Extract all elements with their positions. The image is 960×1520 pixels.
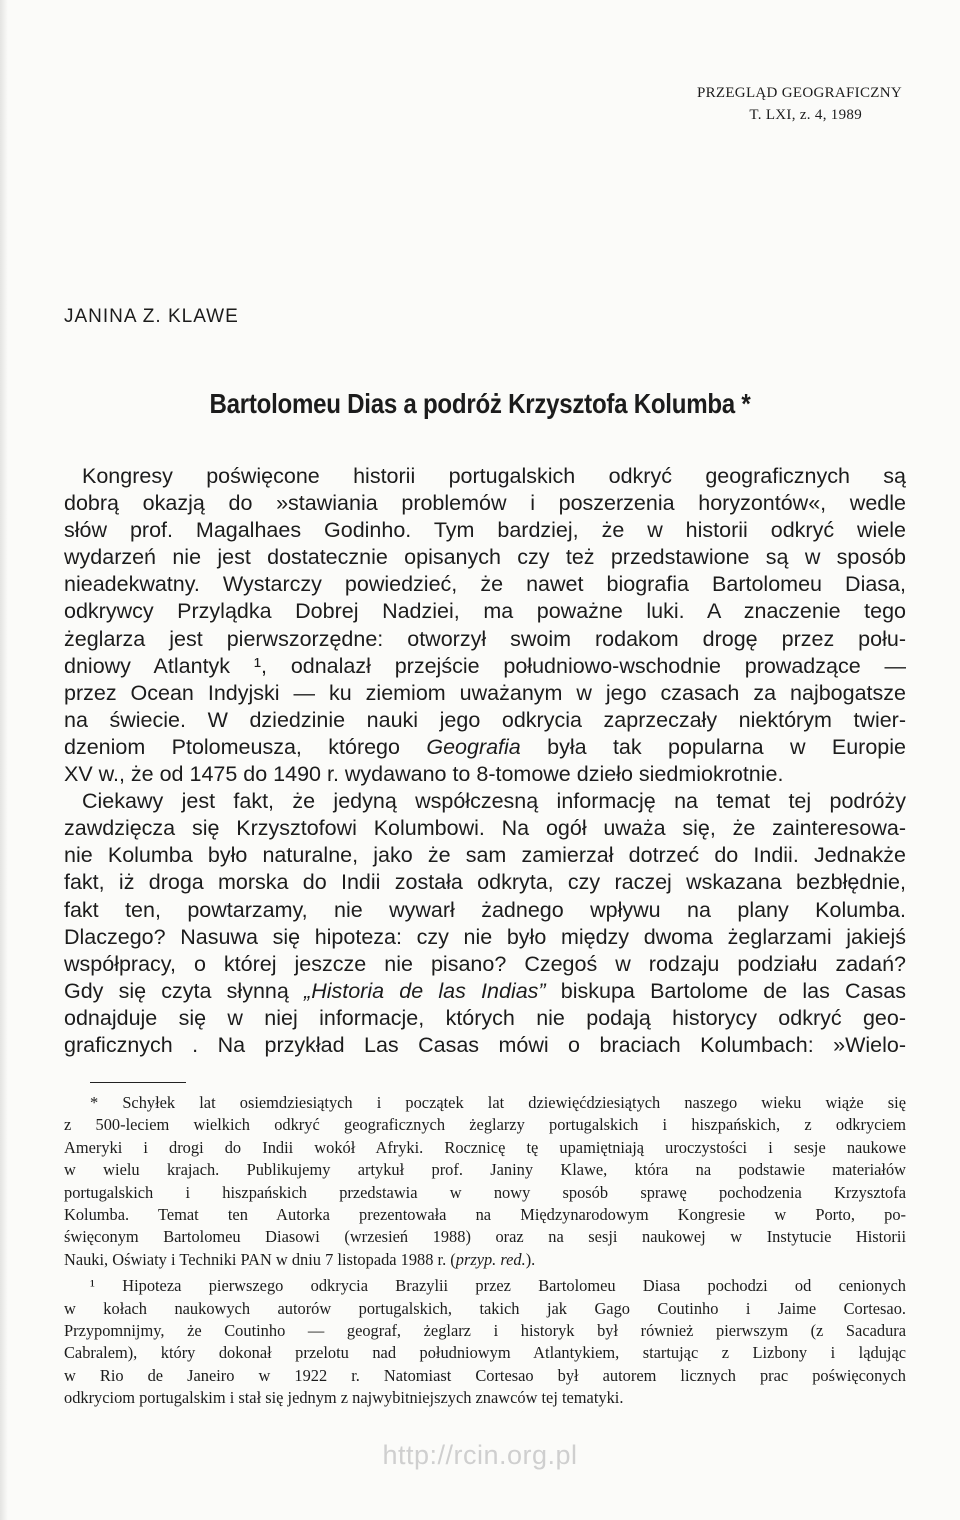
body-line: przez Ocean Indyjski — ku ziemiom uważanym w jego czasach za najbogatsze bbox=[64, 680, 906, 705]
body-line: Ciekawy jest fakt, że jedyną współczesną informację na temat tej podróży bbox=[82, 789, 906, 814]
body-line: Gdy się czyta słynną „Historia de las Indias” biskupa Bartolome de las Casas bbox=[64, 978, 907, 1003]
body-line: nieadekwatny. Wystarczy powiedzieć, że nawet biografia Bartolomeu Diasa, bbox=[64, 572, 906, 597]
footnote-one-line: w kołach naukowych autorów portugalskich, takich jak Gago Coutinho i Jaime Cortesao. bbox=[64, 1298, 906, 1318]
footnote-star-line: święconym Bartolomeu Diasowi (wrzesień 1988) oraz na sesji naukowej w Instytucie Historii bbox=[64, 1227, 906, 1247]
italic-span: „Historia de las Indias” bbox=[304, 978, 546, 1003]
body-line: fakt ten, powtarzamy, nie wywarł żadnego wpływu na plany Kolumba. bbox=[64, 897, 906, 922]
body-line: odkrywcy Przylądka Dobrej Nadziei, ma poważne luki. A znaczenie tego bbox=[64, 599, 906, 624]
body-line: fakt, iż droga morska do Indii została odkryta, czy raczej wskazana bezbłędnie, bbox=[64, 870, 906, 895]
body-line: dzeniom Ptolomeusza, którego Geografia była tak popularna w Europie bbox=[64, 734, 906, 759]
footnote-one-line: Przypomnijmy, że Coutinho — geograf, żeglarz i historyk był również pierwszym (z Sacadura bbox=[64, 1321, 906, 1341]
body-line: XV w., że od 1475 do 1490 r. wydawano to 8-tomowe dzieło siedmiokrotnie. bbox=[64, 762, 784, 787]
footnote-star-line: Kolumba. Temat ten Autorka prezentowała na Międzynarodowym Kongresie w Porto, po- bbox=[64, 1205, 906, 1225]
footnote-separator bbox=[90, 1082, 186, 1083]
source-watermark: http://rcin.org.pl bbox=[382, 1440, 578, 1470]
footnote-one-line: Cabralem), który dokonał przelotu nad południowym Atlantykiem, startując z Lizbony i lądując bbox=[64, 1343, 906, 1363]
journal-name: PRZEGLĄD GEOGRAFICZNY bbox=[696, 85, 902, 101]
journal-volume: T. LXI, z. 4, 1989 bbox=[749, 107, 862, 123]
page-edge-shadow bbox=[0, 0, 8, 1520]
body-line: graficznych . Na przykład Las Casas mówi o braciach Kolumbach: »Wielo- bbox=[64, 1032, 906, 1057]
body-line: dobrą okazją do »stawiania problemów i poszerzenia horyzontów«, wedle bbox=[64, 491, 906, 516]
body-line: współpracy, o której jeszcze nie pisano? Czegoś w rodzaju podziału zadań? bbox=[64, 951, 906, 976]
body-line: słów prof. Magalhaes Godinho. Tym bardziej, że w historii odkryć wiele bbox=[64, 518, 906, 543]
italic-span: przyp. red. bbox=[455, 1249, 526, 1269]
footnote-star-line: Nauki, Oświaty i Techniki PAN w dniu 7 listopada 1988 r. (przyp. red.). bbox=[64, 1249, 536, 1269]
body-line: Dlaczego? Nasuwa się hipoteza: czy nie było między dwoma żeglarzami jakiejś bbox=[64, 924, 906, 949]
footnote-star-line: * Schyłek lat osiemdziesiątych i początek lat dziewięćdziesiątych naszego wieku wiąże się bbox=[90, 1093, 906, 1112]
footnote-star-line: Ameryki i drogi do Indii wokół Afryki. Rocznicę tę upamiętniają uroczystości i sesje naukowe bbox=[64, 1137, 906, 1157]
footnote-one-line: ¹ Hipoteza pierwszego odkrycia Brazylii przez Bartolomeu Diasa pochodzi od cenionych bbox=[90, 1276, 906, 1296]
footnote-star-line: portugalskich i hiszpańskich przedstawia w nowy sposób sprawę pochodzenia Krzysztofa bbox=[64, 1182, 906, 1202]
body-line: Kongresy poświęcone historii portugalskich odkryć geograficznych są bbox=[82, 464, 906, 488]
body-line: odnajduje się w niej informacje, których nie podają historycy odkryć geo- bbox=[64, 1005, 906, 1030]
footnote-one-line: odkryciom portugalskim i stał się jednym z najwybitniejszych znawców tej tematyki. bbox=[64, 1388, 624, 1408]
body-line: na świecie. W dziedzinie nauki jego odkrycia zaprzeczały niektórym twier- bbox=[64, 707, 906, 732]
article-title: Bartolomeu Dias a podróż Krzysztofa Kolumba * bbox=[209, 388, 751, 419]
footnotes bbox=[64, 1092, 906, 1410]
author-name: JANINA Z. KLAWE bbox=[64, 306, 239, 327]
article-body bbox=[64, 463, 906, 1059]
italic-span: Geografia bbox=[426, 734, 521, 759]
body-line: dniowy Atlantyk ¹, odnalazł przejście południowo-wschodnie prowadzące — bbox=[64, 653, 906, 678]
footnote-star-line: z 500-leciem wielkich odkryć geograficznych żeglarzy portugalskich i hiszpańskich, z odkryciem bbox=[64, 1115, 906, 1135]
body-line: nie Kolumba było naturalne, jako że sam zamierzał dotrzeć do Indii. Jednakże bbox=[64, 843, 906, 868]
body-line: zawdzięcza się Krzysztofowi Kolumbowi. Na ogół uważa się, że zainteresowa- bbox=[64, 816, 906, 841]
body-line: wydarzeń nie jest dostatecznie opisanych czy też przedstawione są w sposób bbox=[64, 545, 906, 570]
journal-header bbox=[697, 82, 902, 126]
body-line: żeglarza jest pierwszorzędne: otworzył swoim rodakom drogę przez połu- bbox=[64, 626, 906, 651]
footnote-one-line: w Rio de Janeiro w 1922 r. Natomiast Cortesao był autorem licznych prac poświęconych bbox=[64, 1365, 906, 1385]
footnote-star-line: w wielu krajach. Publikujemy artykuł prof. Janiny Klawe, która na podstawie materiałów bbox=[64, 1160, 906, 1180]
